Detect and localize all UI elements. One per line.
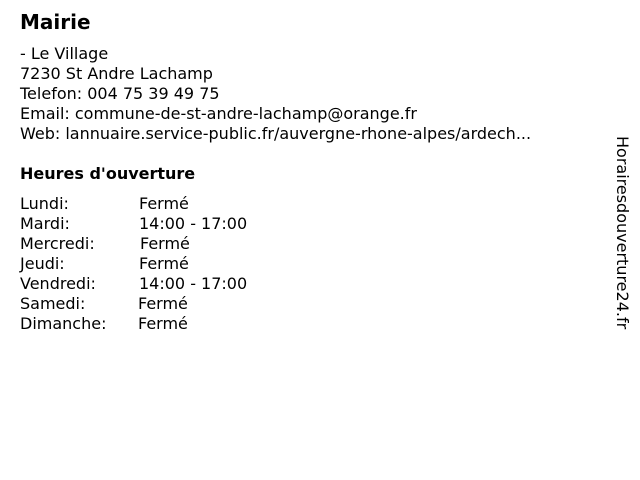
day-label: Jeudi: (20, 254, 65, 273)
hours-value: 14:00 - 17:00 (139, 214, 248, 233)
day-label: Dimanche: (20, 314, 107, 333)
day-label: Mardi: (20, 214, 70, 233)
address-block (20, 44, 531, 144)
hours-value: Fermé (139, 194, 189, 213)
hours-value: Fermé (138, 294, 188, 313)
hours-value: Fermé (139, 254, 189, 273)
page-title: Mairie (20, 10, 91, 34)
hours-heading: Heures d'ouverture (20, 164, 196, 183)
hours-value: 14:00 - 17:00 (139, 274, 248, 293)
day-label: Vendredi: (20, 274, 96, 293)
web-line: Web: lannuaire.service-public.fr/auvergne-rhone-alpes/ardech... (20, 124, 532, 143)
day-label: Mercredi: (20, 234, 95, 253)
day-label: Samedi: (20, 294, 86, 313)
phone-line: Telefon: 004 75 39 49 75 (20, 84, 220, 103)
site-watermark: Horairesdouverture24.fr (613, 136, 632, 330)
street-address: - Le Village (20, 44, 109, 63)
hours-value: Fermé (140, 234, 190, 253)
city-line: 7230 St Andre Lachamp (20, 64, 213, 83)
day-label: Lundi: (20, 194, 69, 213)
email-line: Email: commune-de-st-andre-lachamp@orange.fr (20, 104, 417, 123)
hours-value: Fermé (138, 314, 188, 333)
